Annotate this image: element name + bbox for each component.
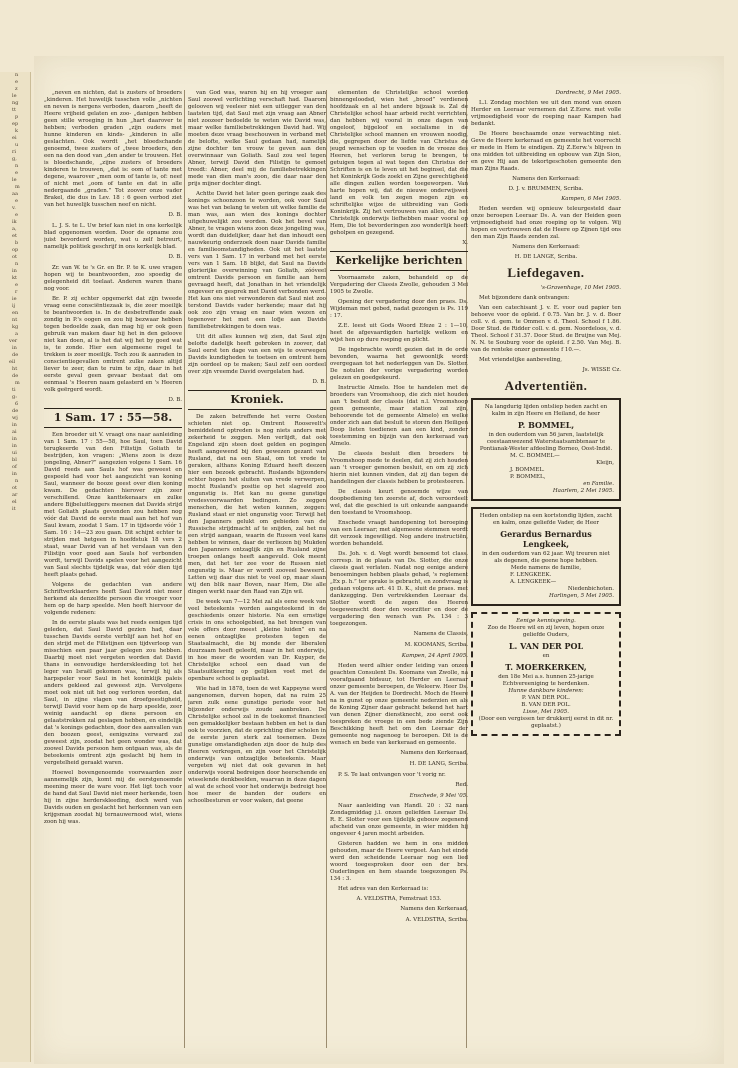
stub-text-fragment: n: [15, 261, 19, 267]
paragraph: Opening der vergadering door den praes. Ds. Wijdeman met gebed, nadat gezongen is Ps. 119 : 17.: [330, 299, 468, 319]
paragraph: Enschede vraagt handopening tot beroeping van een Leeraar; met algemeene stemmen wordt dit verzoek ingewilligd. Nog andere instructiën, worden behandeld.: [330, 520, 468, 547]
stub-text-fragment: e: [15, 212, 18, 218]
dateline: Enschede, 9 Mei '05.: [409, 793, 468, 799]
paragraph: van God was, waren hij en hij vroeger aan Saul zoowel verlichting verschaft had. Daarom gelooven wij veeleer niet een uitlegger van den laatsten tijd, dat Saul met zijn vraag aan Abner niet zoozeer bedoelde te weten wie David was, maar welke familiebetrekkingen David had. Wij moeten deze vraag beschouwen in verband met de belofte, welke Saul gedaan had, namelijk zijne dochter ten vrouw te geven aan den overwinnaar van Goliath. Saul zou wel tegen Abner, terwijl David den Filistijn te gemoet treedt: Abner, deel mij de familiebetrekkingen mede van dien man's zoon, die daar naar den prijs mijner dochter dingt.: [188, 90, 326, 187]
dateline: Kampen, 24 April 1905.: [401, 653, 468, 659]
stub-text-fragment: nt: [12, 317, 18, 323]
column-3: [330, 90, 468, 1065]
paragraph: In de eerste plaats was het reeds eenigen tijd geleden, dat Saul David gezien had, daar tusschen Davids eerste verblijf aan het hof en den strijd met de Filistijnen een tijdverloop van misschien een paar jaar gelegen zou hebben. Daarbij moet niet vergeten worden dat David thans in eenvoudige herderskleeding tot het leger van Israël gekomen was, terwijl hij als harpspeler voor Saul in het koninklijk paleis anders gekleed zal geweest zijn. Vervolgens moet ook niet uit het oog verloren worden, dat Saul, in zijne vlagen van droefgeestigheid, terwijl David voor hem op de harp speelde, zeer weinig aandacht op diens persoon en gelaatstrekken zal geslagen hebben, en eindelijk dat 's konings gedachten, door des aanvallen van den boozen geest, eenigszins verward zal geweest zijn, zoodat het geen wonder was, dat zoowel Davids persoon hem ontgaan was, als de beteekenis omtrent zijn geslacht bij hem in vergetelheid geraakt waren.: [44, 620, 182, 766]
ad-signer: en Familie.: [583, 481, 614, 487]
stub-text-fragment: ver: [9, 338, 18, 344]
signature: M. KOOMANS, Scriba.: [404, 642, 468, 648]
paragraph: L.l. Zondag mochten we uit den mond van onzen Herder en Leeraar vernemen dat Z.Eerw. met volle vrijmoedigheid voor de roeping naar Kampen had bedankt.: [471, 100, 621, 127]
paragraph: Z.E. leest uit Gods Woord Efeze 2 : 1—10, heet de afgevaardigden hartelijk welkom en wijst hen op dure roeping en plicht.: [330, 323, 468, 343]
stub-text-fragment: g:: [12, 394, 17, 400]
ad-signer: J. BOMMEL.: [510, 467, 545, 473]
stub-text-fragment: in: [12, 345, 17, 351]
paragraph: De ingebrachte wordt gezien dat in de orde bevonden, waarna het gewoonlijk wordt overgegaan tot het nederleggen van Ds. Slotter. De notulen der vorige vergadering worden gelezen en goedgekeurd.: [330, 347, 468, 381]
stub-text-fragment: it: [12, 506, 16, 512]
signature: D. B.: [168, 397, 182, 403]
section-heading-liefdegaven: Liefdegaven.: [507, 265, 585, 280]
paragraph: De classis besluit dien broeders te Vroomshoop mede te deelen, dat zij zich houden aan 't vroeger genomen besluit, en om zij zich hierin niet kunnen vinden, dat zij dan tegen de handelingen der classis hebben te protesteeren.: [330, 451, 468, 485]
stub-text-fragment: in: [12, 443, 17, 449]
stub-text-fragment: ik: [12, 219, 17, 225]
signature: Namens de Classis,: [413, 631, 468, 637]
paragraph: Hoewel bovengenoemde voorwaarden zeer aannemelijk zijn, komt mij de eerstgenoemde meening meer de ware voor. Het ligt toch voor de hand dat Saul David niet meer herkende, toen hij in zijne herderskleeding, doch werd van Davids ouden en geslacht het herkennen van een krijgsman zoodat hij ternauwernood wist, wiens zoon hij was.: [44, 770, 182, 825]
dateline: Dordrecht, 9 Mei 1905.: [555, 90, 621, 96]
signature: Namens den Kerkeraad:: [512, 176, 580, 182]
signature: Red.: [455, 782, 468, 788]
paragraph: Met vriendelijke aanbeveling,: [479, 357, 563, 363]
paragraph: Achtte David het later geen geringe zaak des konings schoonzoon te worden, ook voor Saul was het van belang te weten uit welke familie de man was, aan wien des konings dochter uitgehuwelijkt zou worden. Ook het bevel van Abner, te vragen wiens zoon deze jongeling was, wordt dan duidelijker, daar het dan inhoudt een nauwkeurig onderzoek doen naar Davids familie en familieomstandigheden. Ook uit het laatste vers van 1 Sam. 17 in verband met het eerste vers van 1 Sam. 18 blijkt, dat Saul na Davids glorierijke overwinning van Goliath, zóóveel omtrent Davids persoon en familie aan hem gevraagd heeft, dat Jonathan in het vriendelijk ongeveer en gesprek met David verbonden werd. Het kan ons niet verwonderen dat Saul niet zoo terstond Davids vader herkende; maar dat hij ook zoo zijn vraag en naar wien wezen en tegenover het met een lofje aan Davids familiebetrekkingen te doen was.: [188, 191, 326, 330]
stub-text-fragment: ai: [12, 429, 17, 435]
stub-text-fragment: le: [12, 177, 17, 183]
ad-note: (Door een vergissen ter drukkerij eerst in dit nr. geplaatst.): [478, 716, 614, 729]
ad-name: P. BOMMEL,: [517, 420, 575, 430]
paragraph: De classis keurt genoemde wijze van doopbediening ten zeerste af, doch veroordeelt wel, dat die geschied is uit onkunde aangaande den toestand te Vroomshoop.: [330, 489, 468, 516]
adjacent-page-edge: [0, 72, 31, 1062]
paragraph: Volgens de gedachten van andere Schriftverklaarders heeft Saul David niet meer herkend als denzelfde persoon die vroeger voor hem op de harp speelde. Men heeft hiervoor de volgende redenen:: [44, 582, 182, 616]
stub-text-fragment: m: [15, 380, 20, 386]
paragraph: De zaken betreffende het verre Oosten schieten niet op. Omtrent Roosevelt's bemiddelend optreden is nog niets anders met zekerheid te zeggen. Men verlijdt, dat ook Engeland zijn steen doet gelden en pogingen heeft aangewend bij den gewezen gezant van Rusland, dat na een Staal, om tot vrede te geraken, althans Koning Eduard heeft deezen hier een bezoek gebracht. Ruslands bijzonders echter hopen het sluiten van vrede verwerpen, mocht Rusland's positie op het slagveld zoo ongunstig is. Het kan nu geene gunstige vredesvoorwaarden bedingen. Zo zeggen menschen, die het weten kunnen, zeggen: Rusland staat er niet ongunstig voor. Terwijl het den Japanners gelukt om gebieden van de Russische strijdmacht af te snijden, zal het nu een strijd aangaan, waarin de Russen veel kans hebben te winnen, daar de verliezen bij Mukden den Japanners ontzaglijk zijn en Rusland zijne troepen onlangs heeft aangevuld. Ook meent men, dat het ter zee voor de Russen niet ongunstig is. Maar er wordt zooveel beweerd. Letten wij daar dus niet te veel op, maar slaan wij den blik naar Boven, naar Hem, Die alle dingen werkt naar den Raad van Zijn wil.: [188, 414, 326, 595]
ad-name: L. VAN DER POL: [508, 641, 584, 651]
stub-text-fragment: bl: [12, 457, 17, 463]
paragraph: Heden werd alhier onder leiding van onzen geachten Consulent Ds. Koomans van Zwolle, na voorafgaand bidsuur, tot Herder en Leeraar onzer gemeente beroepen, de Weleerw. Heer Ds. A. van der Heijden te Dordrecht. Moch de Heere na in gunst op onze gemeente nederzien en als de Koning Zijner daar gebracht bekend het hart van denen Zijner dienstknecht, zoo eerst ook toespreken de vroege in een bede ziende Zijn Beschikking heeft het om den Leeraar der gemeente nog nagenoeg te beroepen. Dit is de wensch en bede van kerkeraad en gemeente.: [330, 663, 468, 746]
stub-text-fragment: de: [12, 408, 19, 414]
paragraph: Uit dit alles kunnen wij zien, dat Saul zijn belofte dadelijk heeft gebroken in zoover, dat Saul eerst ten dage van een wijs te overwegen Davids kundigheden te toetsen en omtrent hem zijn oordeel op te maken; Saul zelf een oordeel over zijn vreemde David overgelaten had.: [188, 334, 326, 375]
ad-intro: Na langdurig lijden ontsliep heden zacht en kalm in zijn Heere en Heiland, de heer: [484, 404, 608, 417]
stub-text-fragment: e: [15, 79, 18, 85]
paragraph: P. S. Te laat ontvangen voor 't vorig nr.: [338, 772, 446, 778]
signature: Js. WISSE Cz.: [582, 367, 621, 373]
ad-body: in den ouderdom van 56 jaren, laatstelijk ceestaanwezend Waterstaatsambtenaar te Pontianak-Wester afdeeling Borneo, Oost-Indië.: [479, 432, 613, 452]
paragraph: Ds. Joh. v. d. Vegt wordt benoemd tot class. corresp. in de plaats van Ds. Slotter, die onze classis gaat verlaten. Nadat nog eenige andere benoemingen hebben plaats gehad, 's reglement „Ex p. h.” ter sprake is gebracht, en zondvraag is gedaan volgens art. 41 D. K., sluit de praes. met dankzegging. Den vertrekkenden Leeraar ds. Slotter wordt de zegen des Heeren toegewenscht door den voorzitter en door de vergadering den wensch van Ps. 134 : 3 toegezongen.: [330, 551, 468, 627]
ad-intro: Heden ontsliep na een kortstondig lijden, zacht en kalm, onze geliefde Vader, de Heer: [479, 513, 613, 526]
section-heading-kroniek: Kroniek.: [188, 390, 326, 410]
stub-text-fragment: wj: [12, 415, 18, 421]
stub-text-fragment: g,: [12, 156, 17, 162]
ad-body: Zoo de Heere wil en zij leven, hopen onze geliefde Ouders,: [487, 625, 605, 638]
paragraph: Wie had in 1878, toen de wet Kappeyne werd aangenomen, durven hopen, dat na ruim 25 jaren zulk eene gunstige periode voor het bijzonder onderwijs zoude aanbreken. De Christelijke school zal in de toekomst financieel een gemakkelijker bestaan hebben en het is dan ook te voorzien, dat de oprichting dier scholen in de eerste jaren sterk zal toenemen. Deze gunstige omstandigheden zijn door de hulp des Heeren verkregen, en zijn voor het Christelijk onderwijs van ontzaglijke beteekenis. Maar vergeten wij niet dat ook gevaren in het onderwijs vooral bedreigen door heerschende en wisselende denkbeelden, waarvan in deze dagen al wat de school voor het onderwijs bedreigt hoe hoe meer de banden der ouders en schoolbesturen er voor waken, dat geene: [188, 686, 326, 804]
stub-text-fragment: ij: [12, 303, 16, 309]
stub-text-fragment: n: [15, 163, 19, 169]
ad-intro: Eenige kennisgeving.: [516, 618, 576, 624]
ad-signer: F. LENGKEEK.: [510, 572, 552, 578]
stub-text-fragment: ri: [12, 149, 16, 155]
paragraph: De Heere beschaamde onze verwachting niet. Geve de Heere kerkeraad en gemeente het voorrecht er mede in Hem te eindigen. Zij Z.Eerw.'s blijven in ons midden tot uitbreiding en opbouw van Zijn Sion, en geve Hij aan de tekortgeschoten gemeente den man Zijns Raads.: [471, 131, 621, 172]
ad-body: den 18e Mei a.s. hunnen 25-jarige Echtvereeniging te herdenken.: [498, 674, 594, 687]
stub-text-fragment: kt: [12, 275, 18, 281]
column-1: [44, 90, 182, 1065]
paragraph: Van een catechisant J. v. E. voor oud papier ten behoeve voor de opleid. f 0.75. Van br. J. v. d. Boer coll. v. d. gem. te Ommen v. d. Theol. School f 1.86. Door Stud. de Ridder coll. v. d. gem. Noordeloos, v. d. Theol. School f 31.37. Door Stud. de Bruijne van Mej. N. N. te Souburg voor de opleid. f 2.50. Van Mej. B. van de renteke onzer gemeente f 10.—.: [471, 305, 621, 353]
stub-text-fragment: ot: [12, 254, 18, 260]
stub-text-fragment: k: [15, 128, 19, 134]
signature: H. DE LANG, Scriba.: [409, 761, 468, 767]
column-2: [188, 90, 326, 1065]
dateline: Kampen, 6 Mei 1905.: [561, 196, 621, 202]
ad-signer: Kleijn,: [596, 460, 614, 466]
stub-text-fragment: de: [12, 352, 19, 358]
stub-text-fragment: et: [12, 233, 17, 239]
stub-text-fragment: ng: [12, 100, 19, 106]
signature: D. B.: [168, 212, 182, 218]
stub-text-fragment: of: [12, 464, 17, 470]
stub-text-fragment: en: [12, 310, 19, 316]
stub-text-fragment: ie: [12, 296, 17, 302]
paragraph: Met bijzondere dank ontvangen:: [479, 295, 570, 301]
ad-place-date: Lisse, Mei 1905.: [523, 709, 569, 715]
ad-body: in den ouderdom van 62 jaar. Wij treuren niet als degenen, die geene hope hebben.: [482, 551, 610, 564]
ad-name: Gerardus Bernardus Lengkeek,: [500, 529, 592, 549]
stub-text-fragment: ui: [12, 450, 17, 456]
ad-conj: en: [542, 653, 550, 659]
stub-text-fragment: 6: [15, 401, 19, 407]
stub-text-fragment: n: [15, 72, 19, 78]
signature: H. DE LANGE, Scriba.: [514, 254, 578, 260]
ad-signer: Niedenbichoten.: [567, 586, 614, 592]
signature: D. B.: [168, 254, 182, 260]
address: A. VELDSTRA, Femstraat 153.: [356, 896, 442, 902]
stub-text-fragment: ot: [12, 485, 18, 491]
stub-text-fragment: ar: [12, 492, 18, 498]
obituary-ad-lengkeek: [471, 507, 621, 606]
stub-text-fragment: a: [15, 331, 18, 337]
stub-text-fragment: n: [15, 478, 19, 484]
signature: Namens den Kerkeraad:: [512, 244, 580, 250]
paragraph: „neven en nichten, dat is zusters of broeders „kinderen. Het huwelijk tusschen volle „nichten en neven is nergens verboden, daarom „heeft de Heere vrijheid gelaten en zoo- „danigen hebben geen stille wroeging in hun „hart daarover te hebben; verboden graden „zijn ouders met hunne kinderen en kinds- „kinderen in alle geslachten. Ook wordt „het bloedschande genoemd, twee zusters of „twee broeders, den een na den dood van „den ander te trouwen. Het is bloedschande, „zijne zusters of broeders kinderen te trouwen, „dat is: oom of tante met degene, waarover „men oom of tante is, of: neef of nicht met „oom of tante en dat in alle nedergaande „graden.” Tot zoover onze vader Brakel, die dus in Lev. 18 : 6 geen verbod ziet van het huwelijk tusschen neef en nicht.: [44, 90, 182, 208]
signature: D. B.: [312, 379, 326, 385]
stub-text-fragment: m: [15, 184, 20, 190]
signature: D. J. v. BRUMMEN, Scriba.: [508, 186, 584, 192]
stub-text-fragment: z: [15, 86, 18, 92]
stub-text-fragment: e: [15, 198, 18, 204]
ad-signer: A. LENGKEEK—: [510, 579, 557, 585]
signature: X.: [462, 240, 468, 246]
ad-signer: B. VAN DER POL.: [521, 702, 571, 708]
paragraph: elementen de Christelijke school worden binnengeloodsd, wien het „brood” verdienen hoofdzaak en al het andere bijzaak is. Zal de Christelijke school haar arbeid recht verrichten, dan hebben wij vooral in onze dagen van ongeloof, bijgeloof en socialisme in de Christelijke school mannen en vrouwen noodig, die, gegrepen door de liefde van Christus de jeugd wenschen op te voeden in de vreeze des Heeren, het verloren terug te brengen, te getuigen tegen al wat tegen den Christus der Schriften is en te leven uit het beginsel, dat die het Koninkrijk Gods zoekt en Zijne gerechtigheid alle dingen zullen worden toegeworpen. Van harte hopen wij, dat de nieuwe onderwijswet land en volk ten zegen mogen zijn en schriftelijke wijze de uitbreiding van Gods Koninkrijk. Zij het vertrouwen van allen, die het Christelijk onderwijs liefhebben maar vooral op Hem, Die tot bevorderingen zoo wonderlijk heeft geholpen en gezegend.: [330, 90, 468, 236]
paragraph: Zr. van W. te 's Gr. en Br. P. te K. uwe vragen hopen wij te beantwoorden, zoo spoedig de gelegenheid dit toelaat. Anderen waren thans nog voor.: [44, 265, 182, 292]
signature: Namens den Kerkeraad,: [400, 750, 468, 756]
dateline: 's-Gravenhage, 10 Mei 1905.: [540, 285, 621, 291]
ad-signer: P. VAN DER POL.: [521, 695, 571, 701]
paragraph: Naar aanleiding van Handl. 20 : 32 nam Zondagmiddag j.l. onzen geliefden Leeraar Ds. R. E. Slotter voor een tijdelijk gebouw zegenend afscheid van onze gemeente, in wier midden hij ongeveer 4 jaren mocht arbeiden.: [330, 803, 468, 837]
stub-text-fragment: kg: [12, 324, 19, 330]
stub-text-fragment: in: [12, 436, 17, 442]
paragraph: L. J. S. te L. Uw brief kan niet in ons kerkelijk blad opgenomen worden. Door de opname zou juist bevorderd worden, wat u zelf betreurt, namelijk politiek geschrijf in ons kerkelijk blad.: [44, 223, 182, 250]
anniversary-ad: [471, 612, 621, 736]
column-rule-1: [184, 90, 185, 1048]
stub-text-fragment: in: [12, 268, 17, 274]
stub-text-fragment: p: [15, 114, 19, 120]
ad-signer: M. C. BOMMEL—: [510, 453, 560, 459]
stub-text-fragment: de: [12, 373, 19, 379]
stub-text-fragment: eil: [9, 359, 16, 365]
column-4: [471, 90, 621, 1065]
column-rule-2: [326, 90, 327, 1048]
paragraph: Br. P. zij echter opgemerkt dat zijn tweede vraag eene consciëntiezaak is, die zeer moeilijk te beantwoorden is. In de desbetreffende zaak zondig in P.'s oogen en zou hij bezwaar hebben tegen bedoelde zaak, dan mag hij er ook geen gebruik van maken daar hij het in den geloove niet kan doen, al is het dat wij het by goed wat is, te zonde. Hier een algemeene regel te trekken is zeer moeilijk. Toch zou ik aanraden in conscientiegevallen omtrent zulke zaken altijd liever te zeer, dan te ruim te zijn, daar in het eerste geval geen gevaar bestaat dat om eenmaal 's Heeren naam gelasterd en 's Heeren volk geërgerd wordt.: [44, 296, 182, 393]
stub-text-fragment: le: [12, 93, 17, 99]
ad-signer: Mede namens de familie,: [510, 565, 582, 571]
stub-text-fragment: in: [12, 422, 17, 428]
paragraph: Een broeder uit V. vraagt ons naar aanleiding van 1 Sam. 17 : 55—58, hoe Saul, toen David terugkeerde van den Filistijn Goliath te bestrijden, kon vragen: „Wiens zoon is deze jongeling, Abner?” aangezien volgens 1 Sam. 16 David reeds aan Sauls hof was geweest en gespeeld had voor het aangezicht van koning Saul, wanneer de booze geest over dien koning kwam. De gedachten hierover zijn zeer verschillend. Onze kanttekenaars en zulke andere Bijbeluitleggers meenen dat Davids strijd met Goliath plaats gevonden zou hebben nog vóór dat David de eerste maal aan het hof van Saul kwam, zoodat 1 Sam. 17 in tijdsorde vóór 1 Sam. 16 : 14—23 zou gaan. Dit schijnt echter te strijden met hetgeen in hoofdstuk 18 vers 2 staat, waar David van af het verslaan van den Filistijn voor goed aan Sauls hof verbonden wordt, terwijl Davids spelen voor het aangezicht van Saul slechts tijdelijk was, dat vóór dien tijd heeft plaats gehad.: [44, 432, 182, 578]
signature: Namens den Kerkeraad,: [400, 906, 468, 912]
stub-text-fragment: aa: [12, 191, 18, 197]
paragraph: Voornaamste zaken, behandeld op de Vergadering der Classis Zwolle, gehouden 3 Mei 1905 te Zwolle.: [330, 275, 468, 295]
ad-kids-heading: Hunne dankbare kinderen:: [508, 688, 584, 694]
stub-text-fragment: ht: [12, 366, 18, 372]
stub-text-fragment: tt: [12, 107, 17, 113]
stub-text-fragment: b: [15, 240, 19, 246]
paragraph: Heden werden wij opnieuw teleurgesteld daar onze beroepen Leeraar Ds. A. van der Heiden geen vrijmoedigheid had onze roeping op te volgen. Wij hopen en vertrouwen dat de Heere op Zijnen tijd ons den man Zijn Raads zenden zal.: [471, 206, 621, 240]
section-heading-kerkelijke-berichten: Kerkelijke berichten: [330, 251, 468, 271]
ad-signer: P. BOMMEL,: [510, 474, 546, 480]
ad-place-date: Harlingen, 5 Mei 1905.: [549, 593, 614, 599]
section-heading-advertentien: Advertentiën.: [504, 378, 588, 393]
article-heading: 1 Sam. 17 : 55—58.: [44, 408, 182, 428]
paragraph: Instructie Almelo. Hoe te handelen met de broeders van Vroomshoop, die zich niet houden aan 't besluit der classis (dat n.l. Vroomshoop geen gemeente, maar station zal zijn, behoorende tot de gemeente Almelo) en welke onder zich aan dat besluit te storen den Heiligen Doop lieten toedienen aan een kind, zonder toestemming en bijzijn van den kerkeraad van Almelo.: [330, 385, 468, 447]
stub-text-fragment: el: [12, 499, 17, 505]
stub-text-fragment: in: [12, 471, 17, 477]
ad-place-date: Haarlem, 2 Mei 1905.: [552, 488, 614, 494]
ad-name: T. MOERKERKEN,: [505, 662, 587, 672]
stub-text-fragment: v.: [12, 205, 16, 211]
paragraph: Het adres van den Kerkeraad is:: [338, 886, 429, 892]
paragraph: Gisteren hadden we hem in ons midden gehouden, maar de Heere vergeet. Aan het einde werd den scheidende Leeraar nog een lied woord toegesproken door een der brs. Ouderlingen en hem staande toegezongen Ps. 134 : 3.: [330, 841, 468, 882]
stub-text-fragment: e: [15, 282, 18, 288]
stub-text-fragment: ei: [12, 135, 17, 141]
stub-text-fragment: a,: [12, 226, 17, 232]
stub-text-fragment: ep: [12, 121, 19, 127]
signature: A. VELDSTRA, Scriba.: [405, 917, 468, 923]
stub-text-fragment: e: [15, 170, 18, 176]
stub-text-fragment: op: [12, 247, 19, 253]
stub-text-fragment: u: [15, 142, 19, 148]
stub-text-fragment: r: [15, 289, 18, 295]
obituary-ad-bommel: [471, 398, 621, 501]
paragraph: De week van 7—12 Mei zal als eene week van veel beteekenis worden aangeteekend in de geschiedenis onzer historie. Na een ernstige crisis in ons schoolgebied, na het brengen van vele offers door meest „kleine luiden” en na eenen ontzaglijke protesten tegen de Staatsalmacht, die bij monde der liberalen duurzaam heeft geleefd, maar in het onderwijs, in hoe meer de woorden van Dr. Kuyper, de Christelijke school een daad van de Staatsuitkeering op gelijken voet met de openbare school is geplaatst.: [188, 599, 326, 682]
stub-text-fragment: ti: [12, 387, 16, 393]
